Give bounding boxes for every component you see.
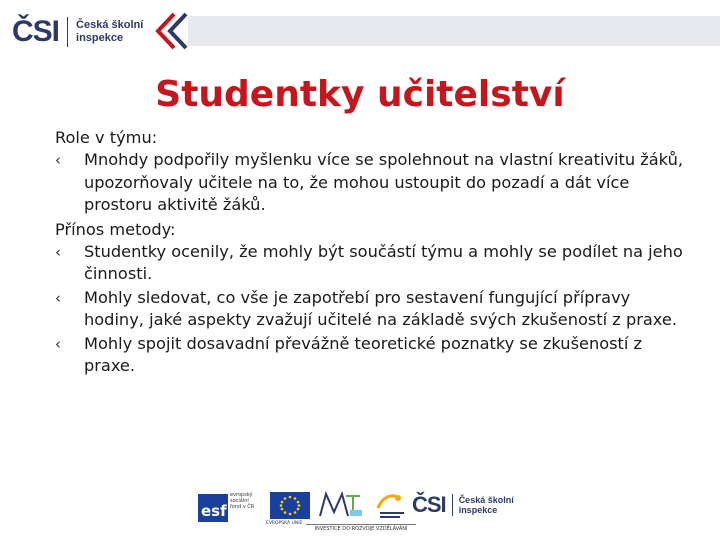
csi-logo-mark — [12, 17, 59, 47]
invest-caption: INVESTICE DO ROZVOJE VZDĚLÁVÁNÍ — [314, 526, 408, 532]
bullet-chevron-icon: ‹ — [55, 334, 61, 353]
esf-caption: evropský sociální fond v ČR — [230, 492, 255, 510]
list-item-text: Mohly sledovat, co vše je zapotřebí pro sestavení fungující přípravy hodiny, jaké aspekty zvažují učitelé na základě svých zkušeností z praxe. — [84, 287, 677, 329]
logo-line-2: inspekce — [76, 32, 124, 44]
footer-logo-line-2: inspekce — [458, 505, 498, 515]
bullet-chevron-icon: ‹ — [55, 288, 61, 307]
footer-logo-line-1: Česká školní — [458, 495, 514, 505]
slide-content — [55, 126, 695, 379]
footer-logos — [198, 488, 528, 534]
list-item-text: Studentky ocenily, že mohly být součástí týmu a mohly se podílet na jeho činnosti. — [84, 241, 683, 283]
footer-csi-mark — [412, 494, 446, 516]
section-heading-benefit: Přínos metody: — [55, 219, 176, 239]
list-item-text: Mnohdy podpořily myšlenku více se spolehnout na vlastní kreativitu žáků, upozorňovaly učitele na to, že mohou ustoupit do pozadí a dát více prostoru aktivitě žáků. — [84, 150, 683, 214]
slide-title: Studentky učitelství — [155, 74, 565, 115]
footer-csi-text — [459, 495, 514, 515]
section-heading-role: Role v týmu: — [55, 128, 158, 147]
opvk-logo-icon — [374, 490, 410, 522]
header-bar — [0, 0, 720, 64]
logo-divider — [67, 17, 68, 47]
csi-logo-text — [76, 19, 143, 45]
logo-line-1: Česká školní — [76, 19, 144, 31]
list-item — [55, 149, 695, 217]
csi-logo — [12, 14, 143, 50]
bullet-chevron-icon: ‹ — [55, 151, 61, 169]
list-item — [55, 241, 695, 286]
csi-logo-mark-text: ČSI — [12, 15, 60, 48]
role-list — [55, 149, 695, 217]
svg-text:esf: esf — [201, 502, 227, 520]
list-item — [55, 333, 695, 378]
footer-csi-mark-text: ČSI — [412, 492, 446, 517]
chevrons-decoration-icon — [144, 12, 194, 50]
benefit-list — [55, 241, 695, 378]
eu-caption: EVROPSKÁ UNIE — [266, 521, 303, 526]
header-stripe — [188, 16, 720, 46]
msmt-logo-icon — [316, 488, 366, 520]
invest-bar — [306, 524, 416, 533]
bullet-chevron-icon: ‹ — [55, 242, 61, 261]
list-item-text: Mohly spojit dosavadní převážně teoretické poznatky se zkušeností z praxe. — [84, 333, 643, 375]
footer-logo-divider — [452, 494, 453, 516]
list-item — [55, 287, 695, 332]
eu-flag-icon — [270, 492, 310, 519]
footer-csi-logo — [412, 494, 514, 516]
